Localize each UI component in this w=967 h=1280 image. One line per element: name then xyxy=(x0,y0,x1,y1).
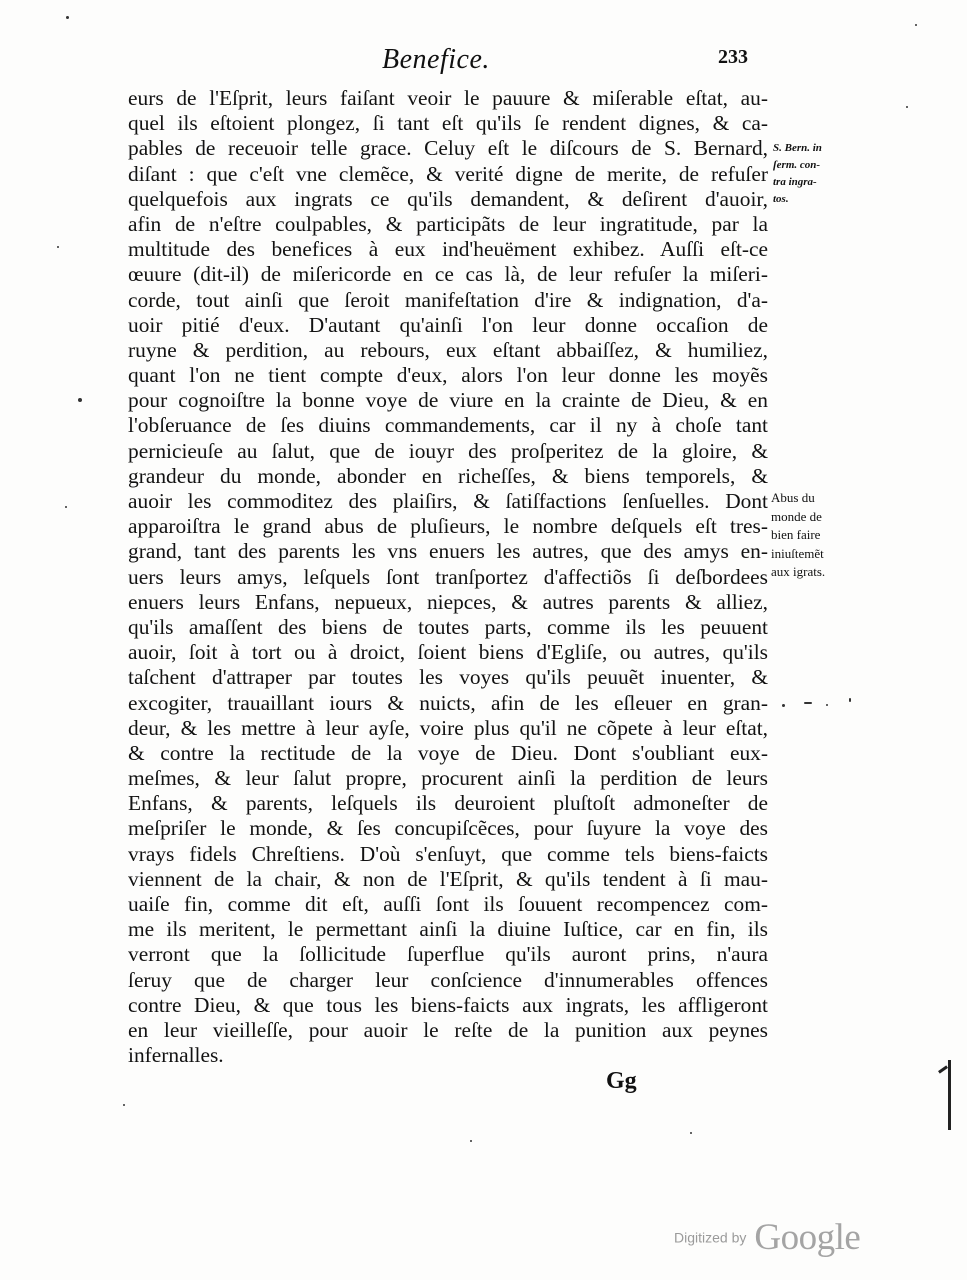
scan-speck xyxy=(57,246,59,248)
text-line: pables de receuoir telle grace. Celuy eſt le diſcours de S. Bernard, xyxy=(128,136,768,161)
text-line: & contre la rectitude de la voye de Dieu. Dont s'oubliant eux- xyxy=(128,740,768,765)
text-line: pernicieuſe au ſalut, que de iouyr des proſperitez de la gloire, & xyxy=(128,438,768,463)
text-line: afin de n'eſtre coulpables, & participãts de leur ingratitude, par la xyxy=(128,211,768,236)
body-text xyxy=(128,86,768,1068)
text-line: uaiſe fin, comme dit eſt, auſſi ſont ils ſouuent recompencez com- xyxy=(128,892,768,916)
text-line: meſmes, & leur ſalut propre, procurent ainſi la perdition de leurs xyxy=(128,766,768,791)
text-line: contre Dieu, & que tous les biens-faicts aux ingrats, les affligeront xyxy=(128,992,768,1017)
text-line: ſeruy que de charger leur conſcience d'innumerables offences xyxy=(128,967,768,992)
text-line: uers leurs amys, leſquels ſont tranſportez d'affectiõs ſi deſbordees xyxy=(128,564,768,589)
margin-note-line: monde de xyxy=(771,508,822,524)
scan-speck xyxy=(65,506,67,508)
page-number: 233 xyxy=(718,46,748,68)
margin-note-line: tos. xyxy=(773,193,789,205)
margin-note-bernard xyxy=(773,140,822,208)
text-line: grand, tant des parents les vns enuers les autres, que des amys en- xyxy=(128,539,768,564)
scan-speck xyxy=(915,24,917,26)
text-line: vrays fidels Chreſtiens. D'où s'enſuyt, que comme tels biens-faicts xyxy=(128,841,768,866)
scan-speck xyxy=(826,704,828,706)
margin-note-line: Abus du xyxy=(771,490,815,505)
text-line: corde, tout ainſi que ſeroit manifeſtation d'ire & indignation, d'a- xyxy=(128,287,768,312)
digitized-label: Digitized by xyxy=(674,1229,747,1246)
margin-note-line: aux igrats. xyxy=(771,564,826,579)
text-line: quant l'on ne tient compte d'eux, alors l'on leur donne les moyẽs xyxy=(128,363,768,388)
scan-speck xyxy=(78,398,82,402)
text-line: diſant : que c'eſt vne clemẽce, & verité digne de merite, de refuſer xyxy=(128,161,768,186)
text-line: en leur vieilleſſe, pour auoir le reſte de la punition aux peynes xyxy=(128,1017,768,1042)
text-line: auoir, ſoit à tort ou à droict, ſoient biens d'Egliſe, ou autres, qu'ils xyxy=(128,640,768,665)
text-line: pour cognoiſtre la bonne voye de viure en la crainte de Dieu, & en xyxy=(128,388,768,413)
scan-speck xyxy=(906,106,908,108)
text-line: taſchent d'attraper par toutes les voyes qu'ils peuuẽt inuenter, & xyxy=(128,665,768,690)
scan-edge-mark xyxy=(948,1060,951,1130)
text-line: apparoiſtra le grand abus de pluſieurs, le nombre deſquels eſt tres- xyxy=(128,514,768,539)
scan-speck xyxy=(782,704,785,707)
signature-mark: Gg xyxy=(606,1068,637,1094)
text-line: eurs de l'Eſprit, leurs faiſant veoir le pauure & miſerable eſtat, au- xyxy=(128,86,768,110)
text-line: qu'ils amaſſent des biens de toutes parts, comme ils les peuuent xyxy=(128,614,768,639)
margin-note-line: S. Bern. in xyxy=(773,142,822,154)
scan-speck xyxy=(690,1132,692,1134)
scan-speck xyxy=(804,702,812,704)
text-line: Enfans, & parents, leſquels ils deuroient pluſtoſt admoneſter de xyxy=(128,791,768,816)
scan-speck xyxy=(849,698,851,702)
text-line: excogiter, trauaillant iours & nuicts, afin de les eſleuer en gran- xyxy=(128,690,768,715)
digitized-watermark xyxy=(674,1216,860,1259)
running-title: Benefice. xyxy=(382,44,490,75)
scan-speck xyxy=(123,1104,125,1106)
text-line: multitude des benefices à eux ind'heuëment exhibez. Auſſi eſt-ce xyxy=(128,237,768,262)
text-line: auoir les commoditez des plaiſirs, & ſatiſfactions ſenſuelles. Dont xyxy=(128,489,768,513)
margin-note-line: bien faire xyxy=(771,527,821,542)
text-line: l'obſeruance de ſes diuins commandements, car il ny à choſe tant xyxy=(128,413,768,438)
text-line: quelquefois aux ingrats ce qu'ils demandent, & deſirent d'auoir, xyxy=(128,186,768,211)
text-line: viennent de la chair, & non de l'Eſprit, & qu'ils tendent à ſi mau- xyxy=(128,866,768,891)
text-line: ruyne & perdition, au rebours, eux eſtant abbaiſſez, & humiliez, xyxy=(128,337,768,362)
scan-edge-mark xyxy=(938,1065,948,1073)
margin-note-line: iniuſtemẽt xyxy=(771,545,824,561)
text-line: quel ils eſtoient plongez, ſi tant eſt qu'ils ſe rendent dignes, & ca- xyxy=(128,111,768,136)
text-line: enuers leurs Enfans, nepueux, niepces, & autres parents & alliez, xyxy=(128,589,768,614)
text-line: verront que la ſollicitude ſuperflue qu'ils auront prins, n'aura xyxy=(128,942,768,967)
text-line: me ils meritent, le permettant ainſi la diuine Iuſtice, car en fin, ils xyxy=(128,917,768,942)
margin-note-line: ſerm. con- xyxy=(773,159,821,171)
text-line: uoir pitié d'eux. D'autant qu'ainſi l'on leur donne occaſion de xyxy=(128,312,768,337)
margin-note-line: tra ingra- xyxy=(773,176,817,188)
text-line: infernalles. xyxy=(128,1043,224,1068)
text-line: œuure (dit-il) de miſericorde en ce cas là, de leur refuſer la miſeri- xyxy=(128,262,768,287)
scan-speck xyxy=(66,16,69,19)
scan-speck xyxy=(470,1140,472,1142)
text-line: meſpriſer le monde, & ſes concupiſcẽces, pour ſuyure la voye des xyxy=(128,816,768,841)
margin-note-abus xyxy=(771,489,825,582)
google-logo: Google xyxy=(754,1217,861,1258)
text-line: grandeur du monde, abonder en richeſſes, & biens temporels, & xyxy=(128,463,768,488)
text-line: deur, & les mettre à leur ayſe, voire plus qu'il ne cõpete à leur eſtat, xyxy=(128,715,768,740)
